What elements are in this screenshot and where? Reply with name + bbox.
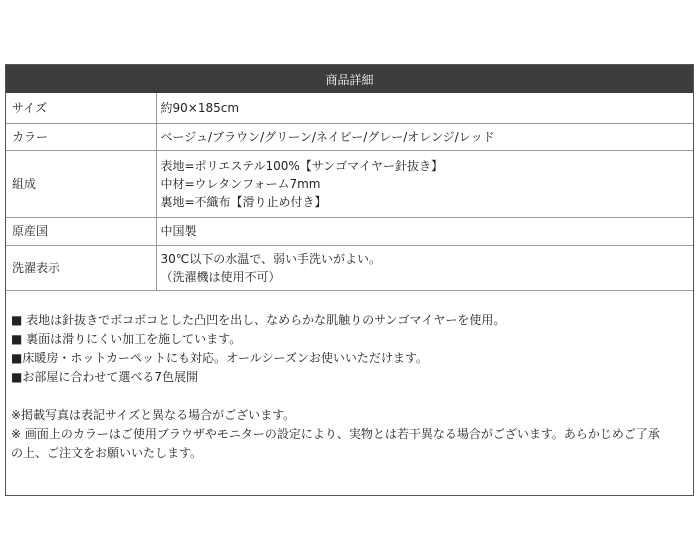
spec-row-origin xyxy=(6,217,693,245)
feature-item: ■お部屋に合わせて選べる7色展開 xyxy=(11,369,198,384)
spec-value xyxy=(156,123,693,150)
feature-item: ■床暖房・ホットカーペットにも対応。オールシーズンお使いいただけます。 xyxy=(11,350,428,365)
spec-label: サイズ xyxy=(6,93,156,123)
spec-row-size xyxy=(6,93,693,123)
spec-label: 洗濯表示 xyxy=(6,245,156,290)
panel-title: 商品詳細 xyxy=(325,72,374,87)
spec-row-composition xyxy=(6,150,693,217)
spec-row-washing xyxy=(6,245,693,290)
disclaimer-line: ※ 画面上のカラーはご使用ブラウザやモニターの設定により、実物とは若干異なる場合がございます。あらかじめご了承 xyxy=(11,426,660,441)
spec-value xyxy=(156,245,693,290)
spec-value-line: 表地=ポリエステル100%【サンゴマイヤー針抜き】 xyxy=(160,158,443,173)
spec-value xyxy=(156,93,693,123)
spec-value xyxy=(156,150,693,217)
spec-value-line: 裏地=不織布【滑り止め付き】 xyxy=(160,194,327,209)
feature-item: ■ 裏面は滑りにくい加工を施しています。 xyxy=(11,331,242,346)
spec-label: 原産国 xyxy=(6,217,156,245)
panel-header xyxy=(6,65,693,93)
disclaimer-line: の上、ご注文をお願いいたします。 xyxy=(11,445,203,460)
spec-label: カラー xyxy=(6,123,156,150)
spec-value-line: （洗濯機は使用不可） xyxy=(160,269,281,284)
product-details-panel xyxy=(5,64,694,496)
disclaimer-line: ※掲載写真は表記サイズと異なる場合がございます。 xyxy=(11,407,296,422)
spec-value-line: 中国製 xyxy=(160,224,197,238)
spec-value xyxy=(156,217,693,245)
spec-table xyxy=(6,93,693,291)
spec-row-color xyxy=(6,123,693,150)
spec-value-line: 約90×185cm xyxy=(160,100,240,115)
spec-value-line: 中材=ウレタンフォーム7mm xyxy=(160,176,321,191)
spec-label: 組成 xyxy=(6,150,156,217)
feature-item: ■ 表地は針抜きでボコボコとした凸凹を出し、なめらかな肌触りのサンゴマイヤーを使用。 xyxy=(11,312,506,327)
notes-spacer xyxy=(11,387,688,406)
notes-section xyxy=(6,291,693,463)
spec-value-line: 30℃以下の水温で、弱い手洗いがよい。 xyxy=(160,251,382,266)
spec-value-line: ベージュ/ブラウン/グリーン/ネイビー/グレー/オレンジ/レッド xyxy=(160,129,495,144)
